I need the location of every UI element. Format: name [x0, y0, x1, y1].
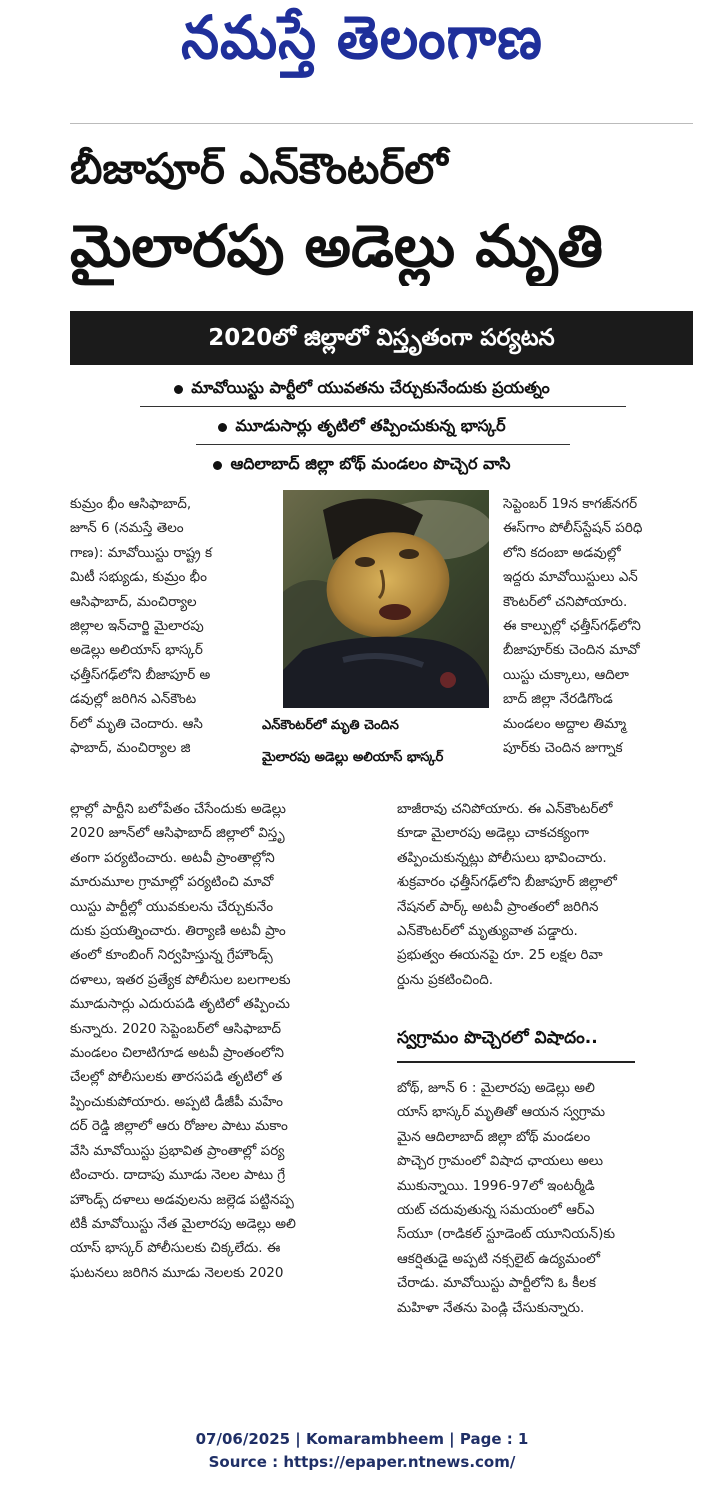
text-line: యిస్టు పార్టీల్లో యువకులను చేర్చుకునేం — [70, 898, 274, 915]
text-line: మైన ఆదిలాబాద్ జిల్లా బోథ్ మండలం — [397, 1128, 591, 1145]
headline-line-1: బీజాపూర్ ఎన్‌కౌంటర్‌లో — [70, 144, 448, 193]
bullet-point: మావోయిస్టు పార్టీలో యువతను చేర్చుకునేందుకు ప్రయత్నం — [0, 378, 724, 401]
footer-date-page: 07/06/2025 | Komarambheem | Page : 1 — [195, 1430, 529, 1448]
text-line: దర్ రెడ్డి జిల్లాలో ఆరు రోజుల పాటు మకాం — [70, 1118, 288, 1135]
text-line: ర్‌లో మృతి చెందారు. ఆసి — [70, 715, 203, 732]
text-line: యాస్ భాస్కర్ మృతితో ఆయన స్వగ్రామ — [397, 1104, 606, 1121]
text-line: ఎన్‌కౌంటర్‌లో మృత్యువాత పడ్డారు. — [397, 923, 578, 940]
article-body-right-mid — [397, 797, 693, 992]
text-line: టికీ మావోయిస్టు నేత మైలారపు అడెల్లు అలి — [70, 1215, 296, 1232]
section-subhead: స్వగ్రామం పొచ్చెరలో విషాదం.. — [397, 1028, 598, 1048]
text-line: ముకున్నాయి. 1996-97లో ఇంటర్మీడి — [397, 1177, 595, 1194]
text-line: ప్పించుకుపోయారు. అప్పటి డీజీపీ మహేం — [70, 1093, 284, 1110]
subhead-underline — [397, 1061, 635, 1063]
bullet-icon — [213, 461, 222, 470]
photo-caption-line-1: ఎన్‌కౌంటర్‌లో మృతి చెందిన — [262, 718, 399, 733]
headline-line-2: మైలారపు అడెల్లు మృతి — [70, 212, 603, 280]
text-line: మూడుసార్లు ఎదురుపడి తృటిలో తప్పించు — [70, 996, 290, 1013]
text-line: ఇద్దరు మావోయిస్టులు ఎన్ — [503, 569, 638, 586]
bullet-divider — [140, 406, 626, 407]
text-line: ఫాబాద్, మంచిర్యాల జి — [70, 740, 191, 757]
text-line: మండలం అద్దాల తిమ్మా — [503, 715, 627, 732]
text-line: ఈ కాల్పుల్లో ఛత్తీస్‌గఢ్‌లోని — [503, 618, 641, 635]
portrait-photo — [283, 490, 489, 708]
text-line: జూన్ 6 (నమస్తే తెలం — [70, 520, 184, 537]
text-line: మారుమూల గ్రామాల్లో పర్యటించి మావో — [70, 874, 274, 891]
text-line: బాజీరావు చనిపోయారు. ఈ ఎన్‌కౌంటర్‌లో — [397, 801, 613, 817]
text-line: టించారు. దాదాపు మూడు నెలల పాటు గ్రే — [70, 1167, 286, 1184]
text-line: బీజాపూర్‌కు చెందిన మావో — [503, 642, 640, 659]
text-line: యిస్టు చుక్కాలు, ఆదిలా — [503, 666, 629, 683]
text-line: కూడా మైలారపు అడెల్లు చాకచక్యంగా — [397, 825, 589, 842]
article-body-left-bottom — [70, 797, 370, 1285]
masthead-logo — [0, 0, 724, 92]
article-body-right-bottom — [397, 1076, 693, 1320]
masthead-title: నమస్తే తెలంగాణ — [181, 2, 543, 73]
text-line: కౌంటర్‌లో చనిపోయారు. — [503, 593, 628, 610]
text-line: ఈస్‌గాం పోలీస్‌స్టేషన్ పరిధి — [503, 520, 643, 537]
text-line: పూర్‌కు చెందిన జుగ్నాక — [503, 740, 623, 757]
text-line: అడెల్లు అలియాస్ భాస్కర్ — [70, 642, 203, 659]
article-body-right-top — [503, 492, 693, 760]
text-line: వేసి మావోయిస్టు ప్రభావిత ప్రాంతాల్లో పర్య — [70, 1142, 285, 1159]
text-line: మండలం చిలాటిగూడ అటవీ ప్రాంతంలోని — [70, 1045, 284, 1062]
text-line: 2020 జూన్‌లో ఆసిఫాబాద్ జిల్లాలో విస్తృ — [70, 825, 285, 842]
text-line: జిల్లాల ఇన్‌చార్జి మైలారపు — [70, 618, 204, 635]
text-line: నేషనల్ పార్క్ అటవీ ప్రాంతంలో జరిగిన — [397, 898, 599, 915]
text-line: సెప్టెంబర్ 19న కాగజ్‌నగర్ — [503, 496, 638, 512]
text-line: తంలో కూంబింగ్ నిర్వహిస్తున్న గ్రేహౌండ్స్ — [70, 947, 273, 964]
subheadline-band: 2020లో జిల్లాలో విస్తృతంగా పర్యటన — [70, 311, 693, 365]
text-line: యాస్ భాస్కర్ పోలీసులకు చిక్కలేదు. ఈ — [70, 1240, 281, 1257]
text-line: కున్నారు. 2020 సెప్టెంబర్‌లో ఆసిఫాబాద్ — [70, 1020, 281, 1037]
text-line: దళాలు, ఇతర ప్రత్యేక పోలీసుల బలగాలకు — [70, 971, 291, 988]
text-line: యట్ చదువుతున్న సమయంలో ఆర్ఎ — [397, 1202, 595, 1219]
text-line: ల్లాల్లో పార్టీని బలోపేతం చేసేందుకు అడెల్లు — [70, 801, 286, 817]
article-body-left-top — [70, 492, 270, 760]
text-line: బాద్ జిల్లా నేరడిగొండ — [503, 691, 613, 708]
text-line: పొచ్చెర గ్రామంలో విషాద ఛాయలు అలు — [397, 1153, 604, 1170]
text-line: చేరాడు. మావోయిస్టు పార్టీలోని ఓ కీలక — [397, 1275, 596, 1292]
text-line: బోథ్, జూన్ 6 : మైలారపు అడెల్లు అలి — [397, 1080, 595, 1096]
text-line: ర్డును ప్రకటించింది. — [397, 971, 494, 988]
text-line: ప్రభుత్వం ఈయనపై రూ. 25 లక్షల రివా — [397, 947, 603, 964]
text-line: హౌండ్స్ దళాలు అడవులను జల్లెడ పట్టినప్ప — [70, 1191, 294, 1208]
text-line: చేలల్లో పోలీసులకు తారసపడి తృటిలో త — [70, 1069, 283, 1086]
text-line: గాణ): మావోయిస్టు రాష్ట్ర క — [70, 544, 213, 561]
text-line: మహిళా నేతను పెండ్లి చేసుకున్నారు. — [397, 1299, 585, 1316]
bullet-point: ఆదిలాబాద్ జిల్లా బోథ్ మండలం పొచ్చెర వాసి — [0, 454, 724, 477]
divider — [70, 123, 693, 124]
text-line: లోని కదంబా అడవుల్లో — [503, 544, 621, 561]
text-line: ఆకర్షితుడై అప్పటి నక్సలైట్ ఉద్యమంలో — [397, 1250, 600, 1267]
text-line: ఛత్తీస్‌గఢ్‌లోని బీజాపూర్ అ — [70, 666, 211, 683]
text-line: స్‌యూ (రాడికల్ స్టూడెంట్ యూనియన్)కు — [397, 1226, 616, 1243]
bullet-divider — [196, 444, 570, 445]
text-line: దుకు ప్రయత్నించారు. తిర్యాణి అటవీ ప్రాం — [70, 923, 286, 940]
photo-caption-line-2: మైలారపు అడెల్లు అలియాస్ భాస్కర్ — [262, 750, 444, 765]
text-line: తప్పించుకున్నట్లు పోలీసులు భావించారు. — [397, 849, 607, 866]
bullet-icon — [218, 423, 227, 432]
text-line: తంగా పర్యటించారు. అటవీ ప్రాంతాల్లోని — [70, 849, 275, 866]
text-line: శుక్రవారం ఛత్తీస్‌గఢ్‌లోని బీజాపూర్ జిల్లాలో — [397, 874, 617, 891]
text-line: కుమ్రం భీం ఆసిఫాబాద్, — [70, 496, 192, 512]
text-line: ఘటనలు జరిగిన మూడు నెలలకు 2020 — [70, 1264, 284, 1281]
text-line: డవుల్లో జరిగిన ఎన్‌కౌంట — [70, 691, 197, 708]
text-line: మిటీ సభ్యుడు, కుమ్రం భీం — [70, 569, 207, 586]
bullet-point: మూడుసార్లు తృటిలో తప్పించుకున్న భాస్కర్ — [0, 416, 724, 439]
footer-source-link[interactable]: Source : https://epaper.ntnews.com/ — [208, 1453, 516, 1471]
bullet-icon — [174, 385, 183, 394]
text-line: ఆసిఫాబాద్, మంచిర్యాల — [70, 593, 197, 610]
